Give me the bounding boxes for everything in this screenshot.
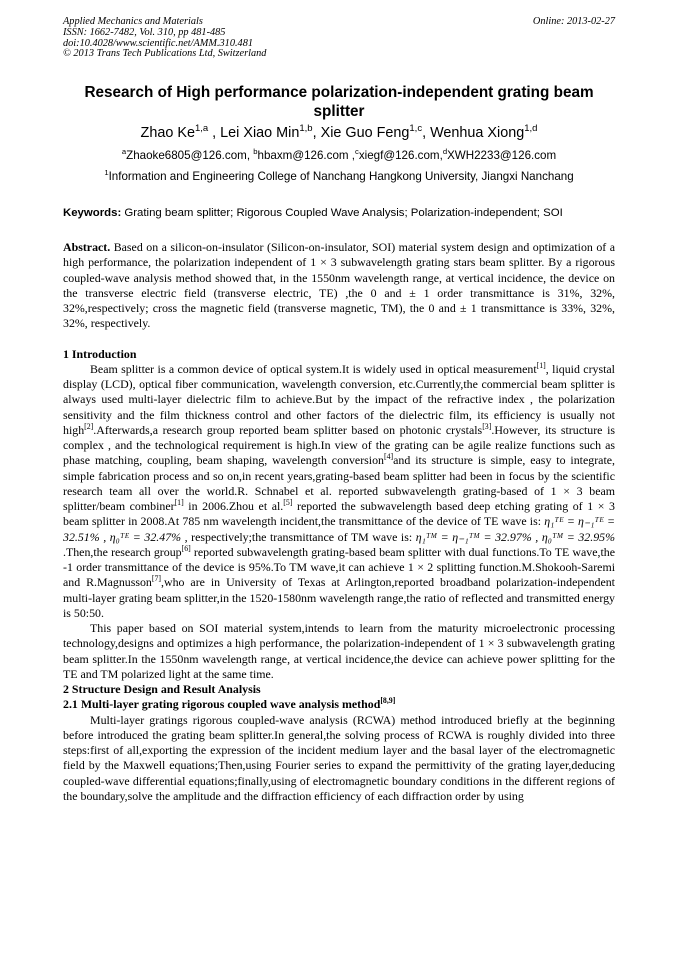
author-name: Lei Xiao Min xyxy=(220,125,300,141)
email-mark: c xyxy=(355,147,359,157)
author-affil-mark: 1,a xyxy=(194,123,209,135)
email-link[interactable]: Zhaoke6805@126.com xyxy=(126,149,247,162)
tm-equation: η₁ᵀᴹ = η₋₁ᵀᴹ = 32.97% , η₀ᵀᴹ = 32.95% xyxy=(415,529,616,544)
citation-ref[interactable]: [5] xyxy=(283,498,293,508)
intro-text: reported subwavelength grating-based beam splitter with dual functions.To TE wave,the -1 order transmittance of the device is 95%.To TM wave,it can achieve 1 × 2 splitting function.M.Shokooh-Saremi and R.Magnusson xyxy=(63,544,615,590)
intro-text: .Then,the research group xyxy=(63,544,182,559)
doi-line: doi:10.4028/www.scientific.net/AMM.310.481 xyxy=(63,37,253,49)
intro-paragraph-2: This paper based on SOI material system,intends to learn from the maturity microelectronic processing technology,designs and optimizes a high performance, the polarization-independent of 1 × 3 subwavelength grating beam splitter.In the 1550nm wavelength range, at vertical incidence,the device can achieve power splitting for the TE and TM polarized light at the same time. xyxy=(63,621,615,681)
paper-title: Research of High performance polarization-independent grating beam splitter xyxy=(84,84,594,120)
citation-ref[interactable]: [3] xyxy=(482,421,492,431)
intro-text: Beam splitter is a common device of optical system.It is widely used in optical measurement xyxy=(90,361,537,376)
abstract xyxy=(63,240,615,332)
keywords xyxy=(63,206,615,220)
paper-body xyxy=(63,240,615,804)
intro-text: in 2006.Zhou et al. xyxy=(183,499,284,513)
affiliation-text: Information and Engineering College of Nanchang Hangkong University, Jiangxi Nanchang xyxy=(108,170,574,183)
running-header xyxy=(63,17,615,60)
author-name: Zhao Ke xyxy=(140,125,195,141)
journal-name: Applied Mechanics and Materials xyxy=(63,16,203,27)
citation-ref[interactable]: [7] xyxy=(151,574,162,584)
citation-ref[interactable]: [8,9] xyxy=(380,696,396,706)
citation-ref[interactable]: [1] xyxy=(174,498,184,508)
subsection-title: 2.1 Multi-layer grating rigorous coupled wave analysis method xyxy=(63,697,381,712)
online-date: Online: 2013-02-27 xyxy=(532,16,615,27)
author-affil-mark: 1,d xyxy=(524,123,538,135)
subsection-heading xyxy=(63,697,615,712)
intro-text: reported the subwavelength based deep etching grating of 1 × 3 beam splitter in 2008.At 785 nm wavelength incident,the transmittance of the device of TE wave is: xyxy=(63,499,615,529)
intro-text: and its structure is simple, easy to integrate, simple fabrication process and so on,in recent years,grating-based beam splitter had been in focus by the scientific research team all over the world.R. Schnabel et al. reported subwavelength grating-based of 1 × 3 beam splitter/beam combiner xyxy=(63,453,616,513)
affiliation xyxy=(63,170,615,184)
abstract-text: Based on a silicon-on-insulator (Silicon-on-insulator, SOI) material system design and optimization of a high performance, the polarization independent of 1 × 3 subwavelength grating stars beam splitter. By a rigorous coupled-wave analysis method showed that, in the 1550nm wavelength range, at vertical incidence, the device on the transverse electric field (transverse electric, TE) ,the 0 and ± 1 order transmittance is 31%, 32%, 32%,respectively; cross the magnetic field (transverse magnetic, TM), the 0 and ± 1 transmittance is 33%, 32%, 32%, respectively. xyxy=(63,240,615,331)
issn-line: ISSN: 1662-7482, Vol. 310, pp 481-485 xyxy=(63,26,226,38)
email-link[interactable]: XWH2233@126.com xyxy=(447,149,557,162)
intro-text: ,who are in University of Texas at Arlington,reported broadband polarization-independent multi-layer grating beam splitter,in the 1520-1580nm wavelength range,the ratio of reflected and transmitted energy is 50:50. xyxy=(63,575,615,620)
author-name: Wenhua Xiong xyxy=(430,125,525,141)
email-link[interactable]: hbaxm@126.com xyxy=(257,149,349,162)
affiliation-mark: 1 xyxy=(104,168,109,178)
intro-text: .Afterwards,a research group reported beam splitter based on photonic crystals xyxy=(93,422,483,437)
email-link[interactable]: xiegf@126.com xyxy=(358,149,440,162)
intro-text: respectively;the transmittance of TM wave is: xyxy=(187,529,416,544)
author-affil-mark: 1,c xyxy=(409,123,423,135)
copyright-line: © 2013 Trans Tech Publications Ltd, Switzerland xyxy=(63,48,267,60)
intro-text: , liquid crystal display (LCD), optical fiber communication, wavelength conversion, etc.Currently,the commercial beam splitter is always used multi-layer dielectric film to achieve.But by the impact of the refractive index , the polarization sensitivity and the film thickness control and other factors of the dielectric film, its efficiency is usually not high xyxy=(63,361,615,437)
abstract-label: Abstract. xyxy=(63,240,111,254)
author-name: Xie Guo Feng xyxy=(320,125,410,141)
email-mark: a xyxy=(121,147,127,157)
citation-ref[interactable]: [4] xyxy=(383,452,394,462)
section-heading: 2 Structure Design and Result Analysis xyxy=(63,682,261,696)
te-equation: η₁ᵀᴱ = η₋₁ᵀᴱ = 32.51% , η₀ᵀᴱ = 32.47% , xyxy=(63,514,616,544)
citation-ref[interactable]: [6] xyxy=(181,543,191,553)
keywords-text: Grating beam splitter; Rigorous Coupled Wave Analysis; Polarization-independent; SOI xyxy=(124,207,563,219)
email-mark: d xyxy=(442,147,448,157)
email-mark: b xyxy=(253,147,258,157)
citation-ref[interactable]: [1] xyxy=(536,360,546,370)
author-emails: $^a$Zhaoke6805@126.com, $^b$hbaxm@126.com ,$^c$xiegf@126.com,$^d$XWH2233@126.com xyxy=(121,147,557,162)
rcwa-paragraph: Multi-layer gratings rigorous coupled-wave analysis (RCWA) method introduced briefly at the beginning before introduced the grating beam splitter.In general,the solving process of RCWA is roughly divided into three steps:first of all,exporting the expression of the incident medium layer and the basal layer of the electromagnetic field by the Maxwell equations;Then,using Fourier series to expand the permittivity of the grating layer,deducing coupled-wave differential equations;finally,using of electromagnetic boundary conditions in the different regions of the boundary,solve the amplitude and the diffraction efficiency of each diffraction order by using xyxy=(63,712,615,803)
author-affil-mark: 1,b xyxy=(299,123,313,135)
author-list: Zhao Ke$^{1,a}$ , Lei Xiao Min$^{1,b}$, Xie Guo Feng$^{1,c}$, Wenhua Xiong$^{1,d}$ xyxy=(140,123,538,141)
citation-ref[interactable]: [2] xyxy=(84,421,94,431)
keywords-label: Keywords: xyxy=(63,207,122,219)
section-heading: 1 Introduction xyxy=(63,346,137,361)
intro-text: .However, its structure is complex , and the technological requirement is high.In view of the grating can be agile realize functions such as phase matching, coupling, beam shaping, wavelength conversion xyxy=(63,422,616,468)
intro-paragraph-1 xyxy=(63,362,615,621)
